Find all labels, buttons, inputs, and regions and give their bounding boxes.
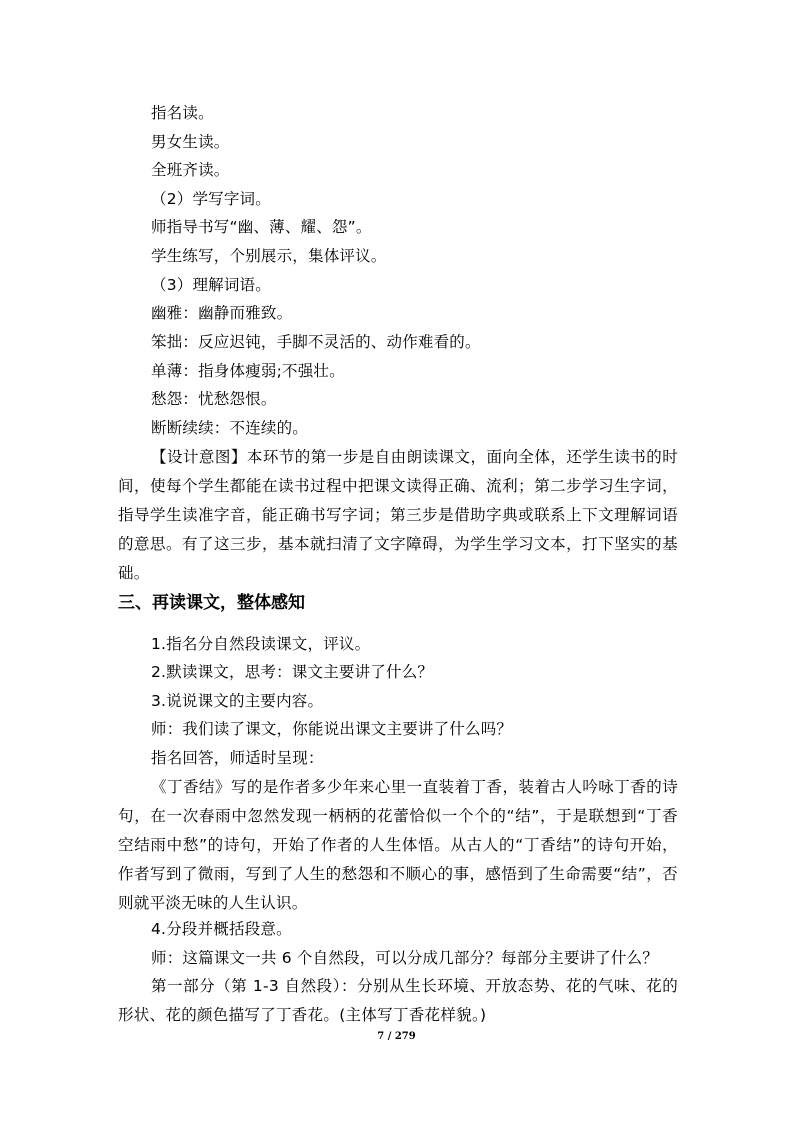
text-line: 指名回答，师适时呈现：	[151, 749, 324, 767]
text-line: 学生练写，个别展示，集体评议。	[151, 247, 387, 265]
text-line: （2）学写字词。	[151, 190, 271, 208]
text-line: 3.说说课文的主要内容。	[151, 692, 324, 710]
text-line: 单薄：指身体瘦弱;不强壮。	[151, 362, 345, 380]
text-line: 师：我们读了课文，你能说出课文主要讲了什么吗？	[151, 720, 513, 738]
section-heading: 三、再读课文，整体感知	[118, 593, 305, 613]
text-line: 男女生读。	[151, 133, 230, 151]
text-line: 愁怨：忧愁怨恨。	[151, 390, 277, 408]
text-line: 4.分段并概括段意。	[151, 920, 292, 938]
text-line: 指名读。	[151, 104, 214, 122]
text-line: （3）理解词语。	[151, 276, 271, 294]
text-line: 师：这篇课文一共 6 个自然段，可以分成几部分？每部分主要讲了什么？	[151, 949, 659, 967]
text-line: 全班齐读。	[151, 161, 230, 179]
text-line: 幽雅：幽静而雅致。	[151, 304, 293, 322]
text-line: 断断续续：不连续的。	[151, 419, 309, 437]
text-line: 2.默读课文，思考：课文主要讲了什么？	[151, 663, 434, 681]
text-line: 师指导书写“幽、薄、耀、怨”。	[151, 218, 372, 236]
text-line: 笨拙：反应迟钝，手脚不灵活的、动作难看的。	[151, 333, 481, 351]
part-one-paragraph: 第一部分（第 1-3 自然段）：分别从生长环境、开放态势、花的气味、花的形状、花的颜色描写了丁香花。(主体写丁香花样貌。)	[118, 977, 678, 1024]
page-number: 7 / 279	[377, 1031, 416, 1042]
design-intent-paragraph: 【设计意图】本环节的第一步是自由朗读课文，面向全体，还学生读书的时间，使每个学生都能在读书过程中把课文读得正确、流利；第二步学习生字词，指导学生读准字音，能正确书写字词；第三步是借助字典或联系上下文理解词语的意思。有了这三步，基本就扫清了文字障碍，为学生学习文本，打下坚实的基础。	[118, 448, 678, 582]
summary-paragraph: 《丁香结》写的是作者多少年来心里一直装着丁香，装着古人吟咏丁香的诗句，在一次春雨中忽然发现一柄柄的花蕾恰似一个个的“结”，于是联想到“丁香空结雨中愁”的诗句，开始了作者的人生体悟。从古人的“丁香结”的诗句开始，作者写到了微雨，写到了人生的愁怨和不顺心的事，感悟到了生命需要“结”，否则就平淡无味的人生认识。	[118, 778, 678, 912]
text-line: 1.指名分自然段读课文，评议。	[151, 635, 371, 653]
